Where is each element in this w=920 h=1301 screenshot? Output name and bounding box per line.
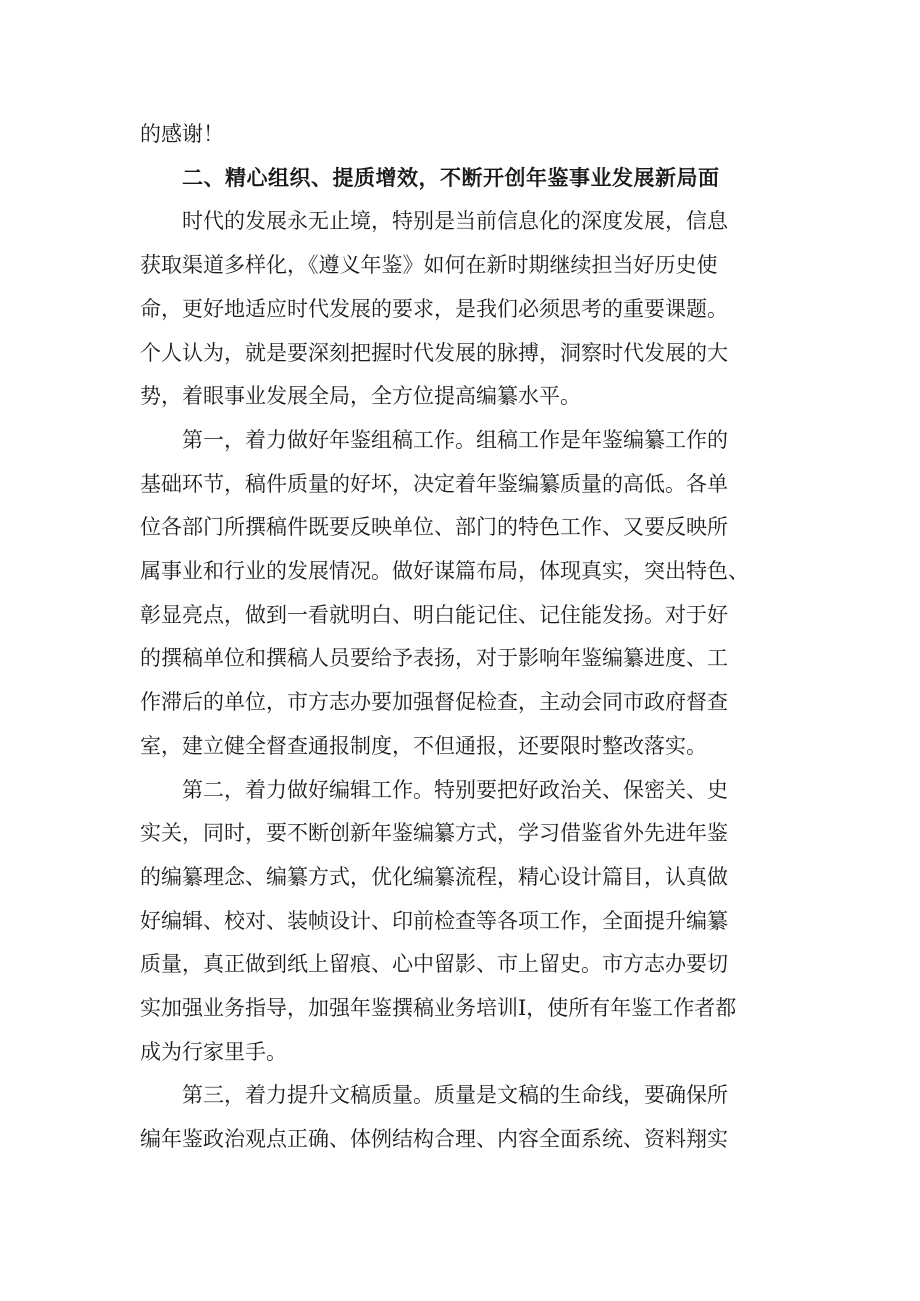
section-heading: 二、精心组织、提质增效，不断开创年鉴事业发展新局面	[182, 165, 720, 190]
text-line: 实关，同时，要不断创新年鉴编纂方式，学习借鉴省外先进年鉴	[140, 821, 728, 846]
text-line: 第一，着力做好年鉴组稿工作。组稿工作是年鉴编纂工作的	[182, 427, 728, 452]
text-line: 命，更好地适应时代发展的要求，是我们必须思考的重要课题。	[140, 296, 728, 321]
paragraph-first	[140, 419, 790, 769]
text-line: 实加强业务指导，加强年鉴撰稿业务培训I，使所有年鉴工作者都	[140, 996, 737, 1021]
text-line: 获取渠道多样化，《遵义年鉴》如何在新时期继续担当好历史使	[140, 253, 718, 278]
paragraph-third	[140, 1074, 790, 1161]
continuation-text	[140, 113, 790, 157]
text-line: 第三，着力提升文稿质量。质量是文稿的生命线，要确保所	[182, 1083, 728, 1108]
text-line: 质量，真正做到纸上留痕、心中留影、市上留史。市方志办要切	[140, 952, 728, 977]
text-line: 的感谢！	[140, 122, 224, 146]
text-line: 室，建立健全督查通报制度，不但通报，还要限时整改落实。	[140, 733, 707, 758]
text-line: 作滞后的单位，市方志办要加强督促检查，主动会同市政府督查	[140, 690, 728, 715]
paragraph-second	[140, 769, 790, 1075]
document-page	[140, 113, 790, 1162]
text-line: 的编纂理念、编纂方式，优化编纂流程，精心设计篇目，认真做	[140, 864, 728, 889]
text-line: 势，着眼事业发展全局，全方位提高编纂水平。	[140, 384, 581, 409]
text-line: 好编辑、校对、装帧设计、印前检查等各项工作，全面提升编纂	[140, 908, 728, 933]
text-line: 第二，着力做好编辑工作。特别要把好政治关、保密关、史	[182, 777, 728, 802]
text-line: 时代的发展永无止境，特别是当前信息化的深度发展，信息	[182, 209, 728, 234]
paragraph-intro	[140, 200, 790, 419]
text-line: 编年鉴政治观点正确、体例结构合理、内容全面系统、资料翔实	[140, 1127, 728, 1152]
text-line: 个人认为，就是要深刻把握时代发展的脉搏，洞察时代发展的大	[140, 340, 728, 365]
text-line: 基础环节，稿件质量的好坏，决定着年鉴编纂质量的高低。各单	[140, 471, 728, 496]
text-line: 的撰稿单位和撰稿人员要给予表扬，对于影响年鉴编纂进度、工	[140, 646, 728, 671]
text-line: 彰显亮点，做到一看就明白、明白能记住、记住能发扬。对于好	[140, 602, 728, 627]
text-line: 属事业和行业的发展情况。做好谋篇布局，体现真实，突出特色、	[140, 559, 749, 584]
text-line: 成为行家里手。	[140, 1039, 287, 1064]
text-line: 位各部门所撰稿件既要反映单位、部门的特色工作、又要反映所	[140, 515, 728, 540]
